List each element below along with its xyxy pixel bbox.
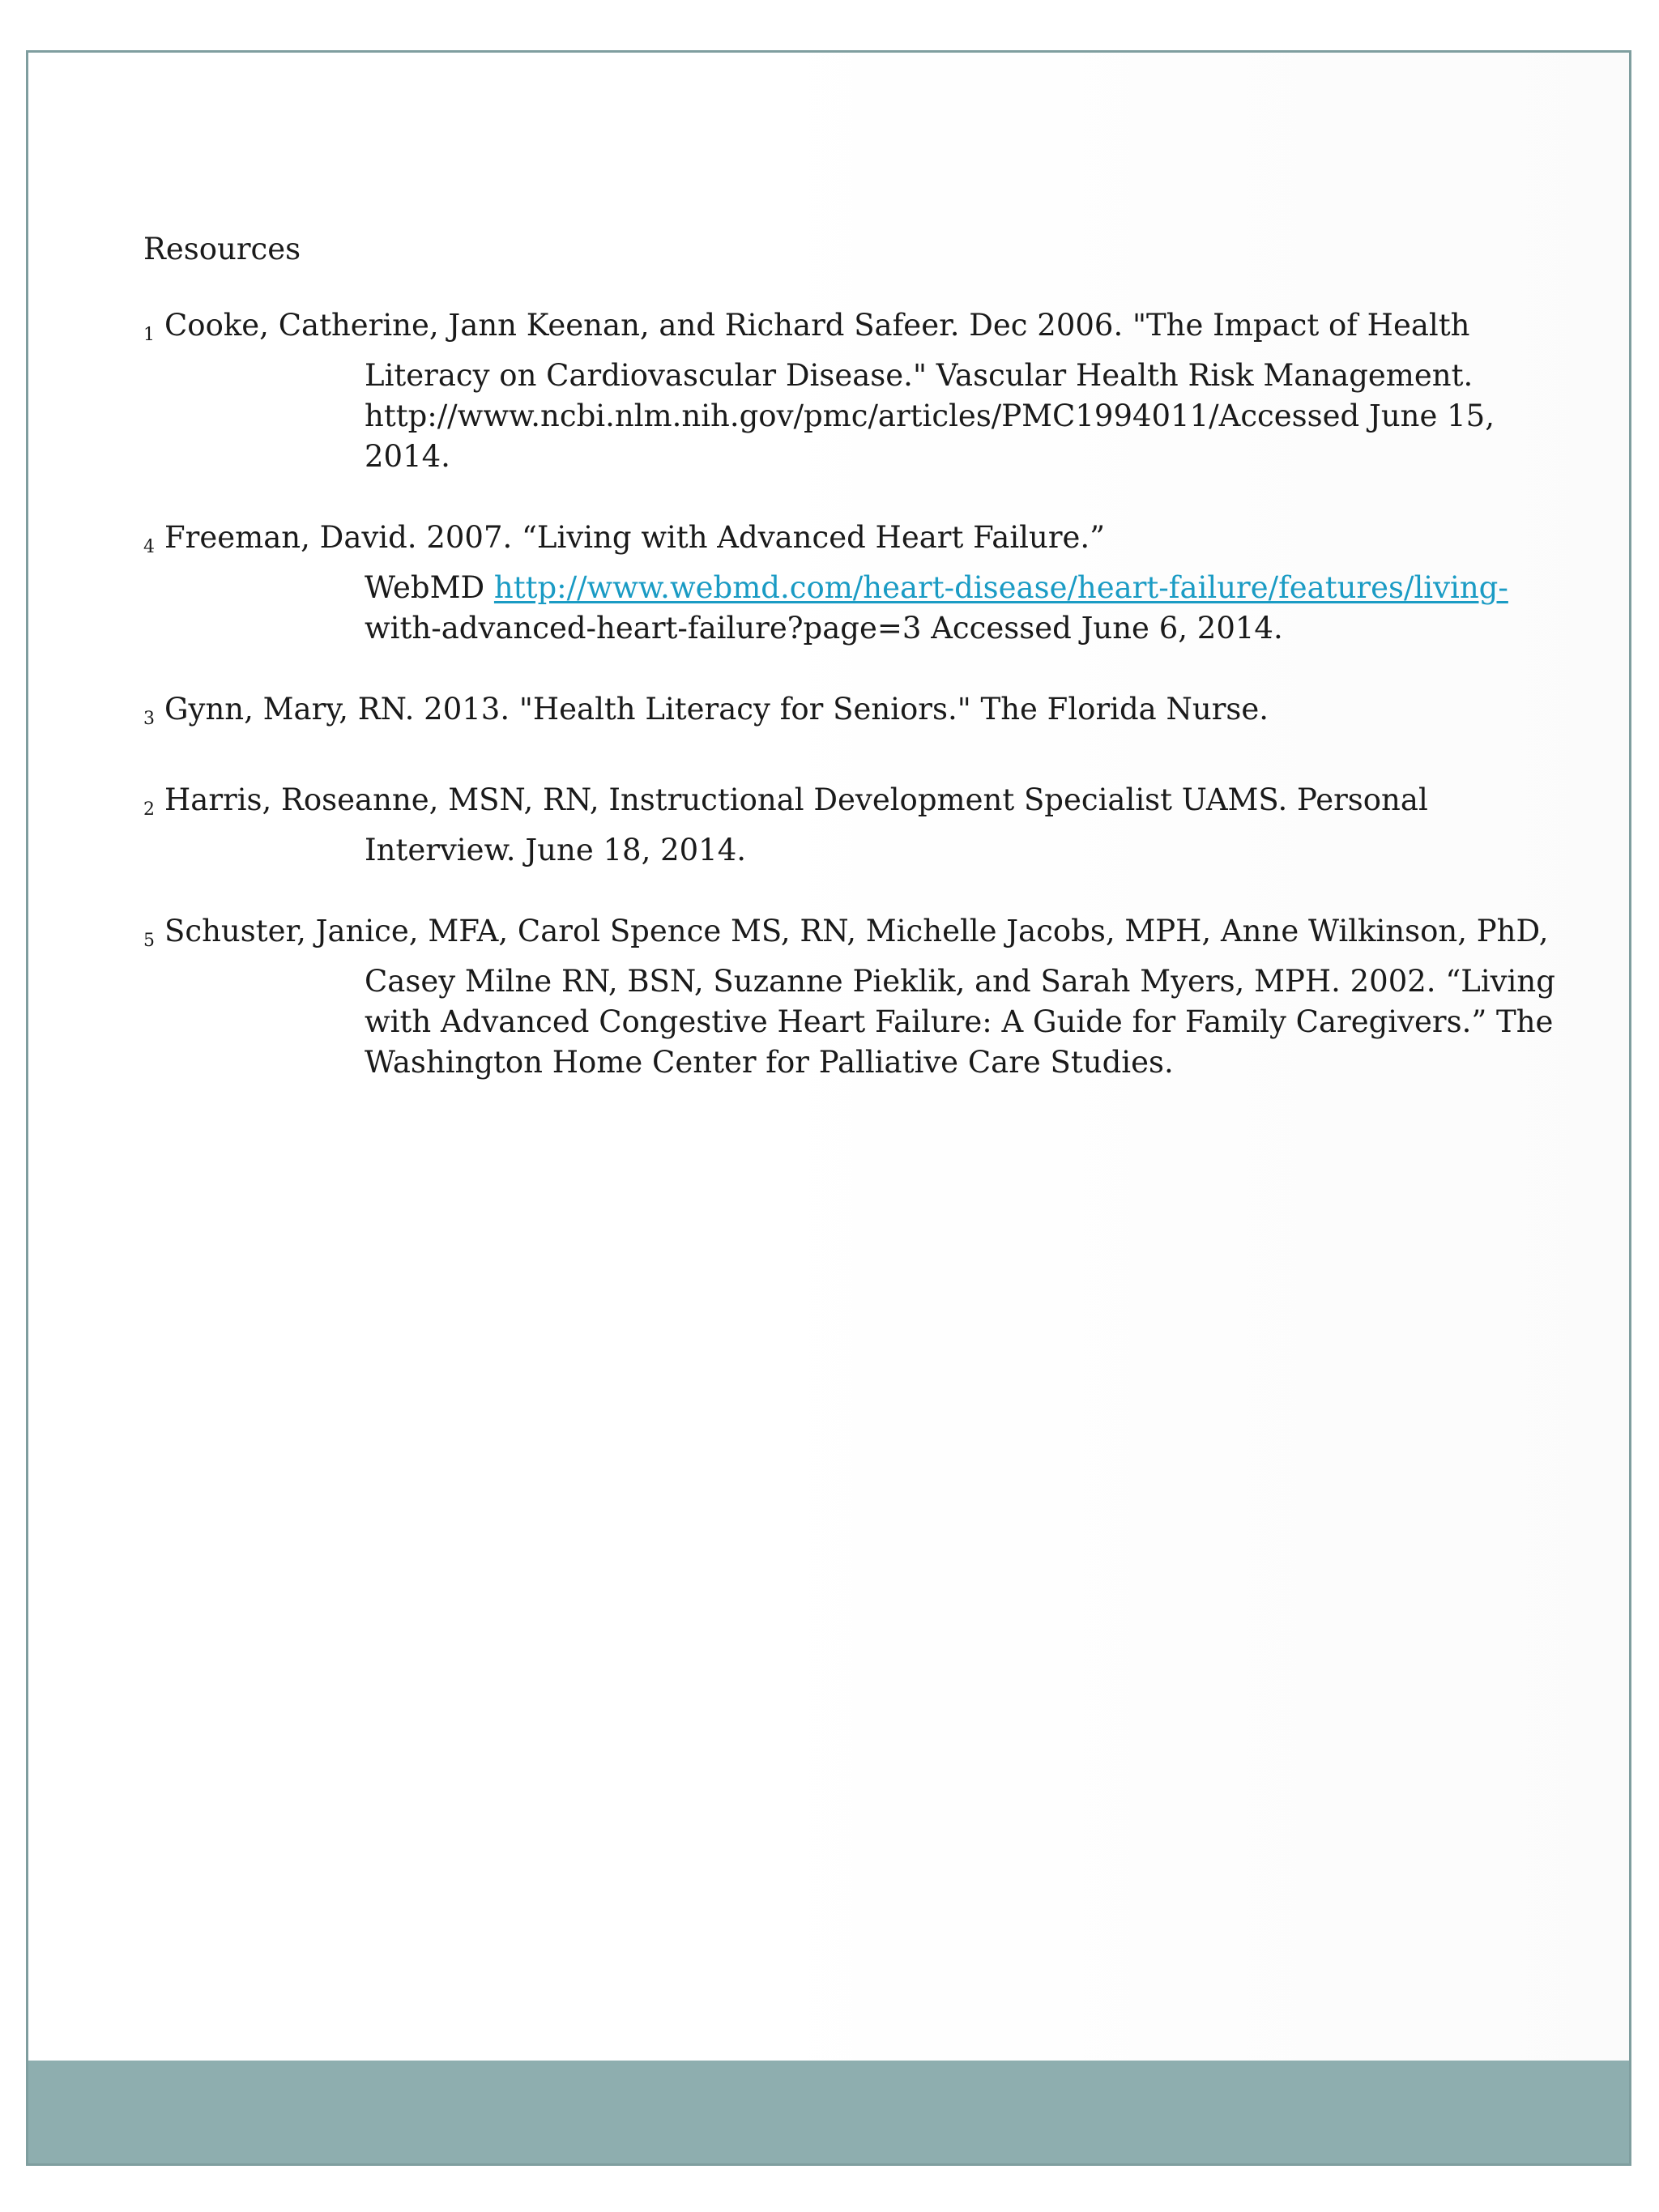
reference-text: Gynn, Mary, RN. 2013. "Health Literacy for Seniors." The Florida Nurse.: [164, 692, 1269, 727]
reference-text: Freeman, David. 2007. “Living with Advanced Heart Failure.”: [164, 520, 1106, 555]
document-content: [143, 229, 1553, 1123]
footer-bar: [28, 2061, 1629, 2163]
reference-first-line: [143, 518, 1553, 568]
reference-first-line: [143, 689, 1553, 739]
reference-continuation: with-advanced-heart-failure?page=3 Accessed June 6, 2014.: [365, 611, 1283, 646]
reference-entry: [143, 305, 1553, 477]
reference-text: Harris, Roseanne, MSN, RN, Instructional Development Specialist UAMS. Personal: [164, 782, 1428, 817]
reference-text: Schuster, Janice, MFA, Carol Spence MS, RN, Michelle Jacobs, MPH, Anne Wilkinson, PhD,: [164, 914, 1549, 948]
reference-continuation: Interview. June 18, 2014.: [365, 833, 747, 867]
reference-continuation: http://www.ncbi.nlm.nih.gov/pmc/articles/PMC1994011/Accessed June 15,: [365, 399, 1495, 433]
reference-number: 1: [143, 325, 155, 345]
reference-text: Cooke, Catherine, Jann Keenan, and Richard Safeer. Dec 2006. "The Impact of Health: [164, 308, 1470, 343]
page-title: Resources: [143, 232, 301, 266]
reference-first-line: [143, 305, 1553, 356]
reference-entry: [143, 518, 1553, 649]
reference-continuation: 2014.: [365, 439, 450, 474]
webmd-link[interactable]: http://www.webmd.com/heart-disease/heart-failure/features/living-: [493, 570, 1508, 605]
reference-number: 4: [143, 537, 155, 557]
reference-number: 2: [143, 799, 155, 820]
reference-continuation: with Advanced Congestive Heart Failure: A Guide for Family Caregivers.” The: [365, 1004, 1554, 1039]
reference-entry: [143, 780, 1553, 871]
reference-continuation: Washington Home Center for Palliative Care Studies.: [365, 1045, 1174, 1080]
reference-entry: [143, 689, 1553, 739]
reference-entry: [143, 911, 1553, 1083]
reference-number: 3: [143, 709, 155, 729]
webmd-label: WebMD: [365, 570, 494, 605]
reference-first-line: [143, 911, 1553, 961]
reference-continuation: Casey Milne RN, BSN, Suzanne Pieklik, and Sarah Myers, MPH. 2002. “Living: [365, 964, 1555, 999]
reference-first-line: [143, 780, 1553, 830]
reference-continuation: [143, 568, 1553, 608]
reference-number: 5: [143, 931, 155, 951]
page-frame: [26, 50, 1631, 2166]
reference-continuation: Literacy on Cardiovascular Disease." Vascular Health Risk Management.: [365, 358, 1473, 393]
